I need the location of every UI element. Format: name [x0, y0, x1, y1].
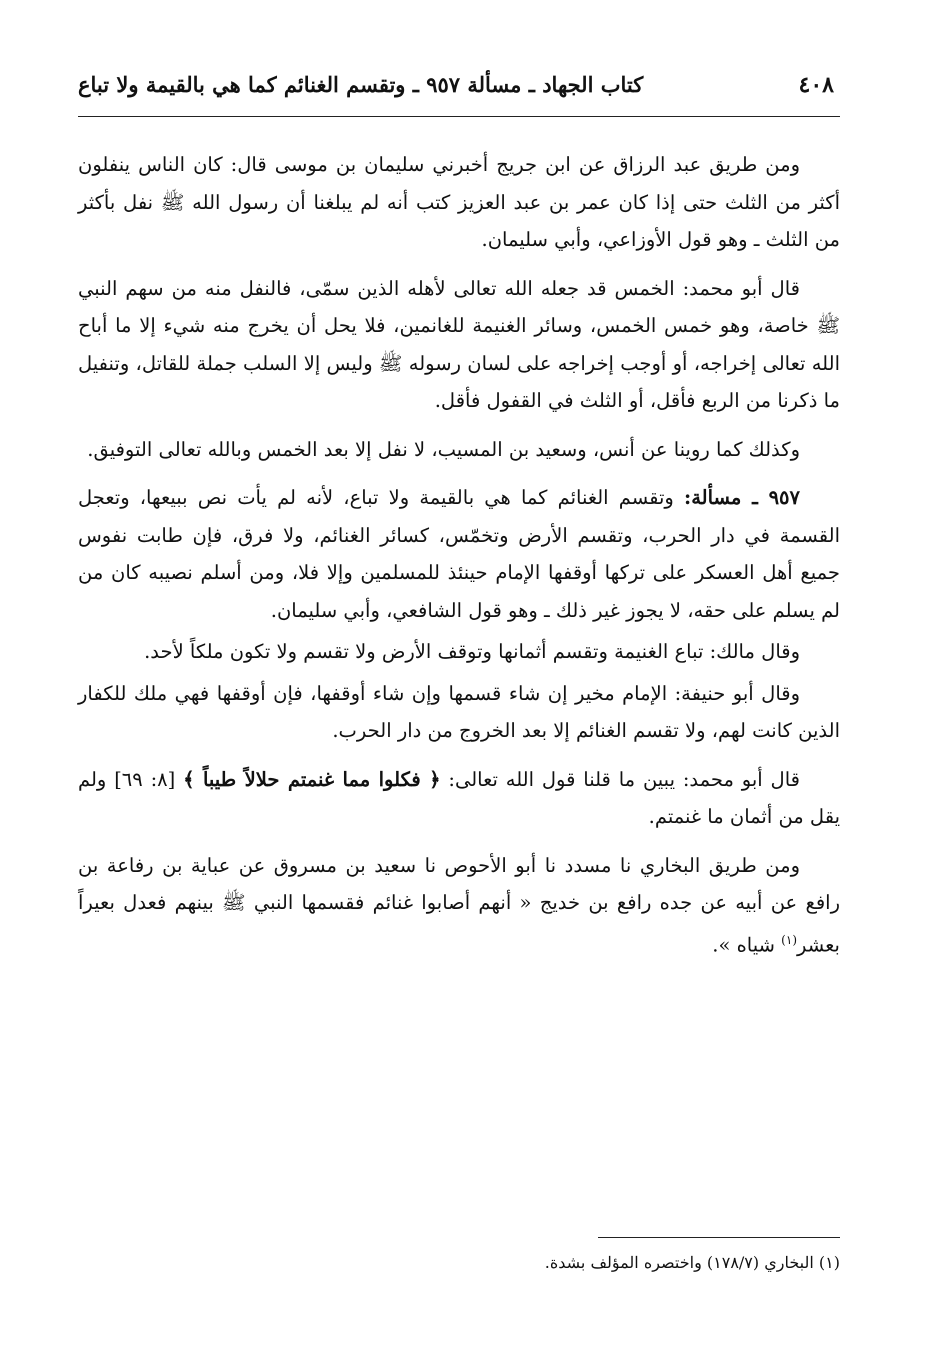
page-number: ٤٠٨ — [798, 72, 834, 98]
paragraph-abu-muhammad-khums: قال أبو محمد: الخمس قد جعله الله تعالى لأهله الذين سمّى، فالنفل منه من سهم النبي ﷺ خاصة، وهو خمس الخمس، وسائر الغنيمة للغانمين، فلا يحل أن يخرج منه شيء إلا ما أباح الله تعالى إخراجه، أو أوجب إخراجه على لسان رسوله ﷺ وليس إلا السلب جملة للقاتل، وتنفيل ما ذكرنا من الربع فأقل، أو الثلث في القفول فأقل. — [78, 276, 840, 412]
verse-intro: قال أبو محمد: يبين ما قلنا قول الله تعالى: — [448, 767, 800, 791]
masala-text: وتقسم الغنائم كما هي بالقيمة ولا تباع، لأنه لم يأت نص ببيعها، وتعجل القسمة في دار الحرب، وتقسم الأرض وتخمّس، كسائر الغنائم، ولا فرق، فإن طابت نفوس جميع أهل العسكر على تركها أوقفها الإمام حينئذ للمسلمين وإلا فلا، ومن أسلم نصيبه كان من لم يسلم على حقه، لا يجوز غير ذلك ـ وهو قول الشافعي، وأبي سليمان. — [78, 486, 840, 622]
verse-reference: [٨: ٦٩] — [114, 767, 176, 791]
bukhari-end: شياه ». — [712, 933, 775, 956]
paragraph-abu-hanifa: وقال أبو حنيفة: الإمام مخير إن شاء قسمها وإن شاء أوقفها، فإن أوقفها فهي ملك للكفار الذين كانت لهم، ولا تقسم الغنائم إلا بعد الخروج من دار الحرب. — [78, 681, 840, 742]
paragraph-bukhari — [78, 847, 840, 964]
paragraph-masala — [78, 479, 840, 629]
quran-verse: ﴿ فكلوا مما غنمتم حلالاً طيباً ﴾ — [183, 767, 441, 791]
paragraph-malik: وقال مالك: تباع الغنيمة وتقسم أثمانها وتوقف الأرض ولا تقسم ولا تكون ملكاً لأحد. — [144, 640, 800, 663]
paragraph-anas: وكذلك كما روينا عن أنس، وسعيد بن المسيب، لا نفل إلا بعد الخمس وبالله تعالى التوفيق. — [87, 437, 800, 461]
footnote-rule — [598, 1237, 840, 1238]
footnote-marker: (١) — [781, 932, 797, 947]
masala-label: ٩٥٧ ـ مسألة: — [684, 486, 800, 509]
paragraph-abu-muhammad-verse — [78, 761, 840, 836]
main-text — [78, 146, 840, 975]
running-title: كتاب الجهاد ـ مسألة ٩٥٧ ـ وتقسم الغنائم كما هي بالقيمة ولا تباع — [78, 72, 644, 97]
paragraph-abdurrazzaq: ومن طريق عبد الرزاق عن ابن جريج أخبرني سليمان بن موسى قال: كان الناس ينفلون أكثر من الثلث حتى إذا كان عمر بن عبد العزيز كتب أنه لم يبلغنا أن رسول الله ﷺ نفل بأكثر من الثلث ـ وهو قول الأوزاعي، وأبي سليمان. — [78, 153, 840, 251]
page-header — [78, 64, 838, 108]
bukhari-text: ومن طريق البخاري نا مسدد نا أبو الأحوص نا سعيد بن مسروق عن عباية بن رفاعة بن رافع عن أبيه عن جده رافع بن خديج « أنهم أصابوا غنائم فقسمها النبي ﷺ بينهم فعدل بعيراً بعشر — [78, 853, 840, 956]
footnote: (١) البخاري (١٧٨/٧) واختصره المؤلف بشدة. — [544, 1253, 840, 1272]
header-rule — [78, 116, 840, 117]
verse-rest: ولم يقل من أثمان ما غنمتم. — [78, 767, 840, 828]
